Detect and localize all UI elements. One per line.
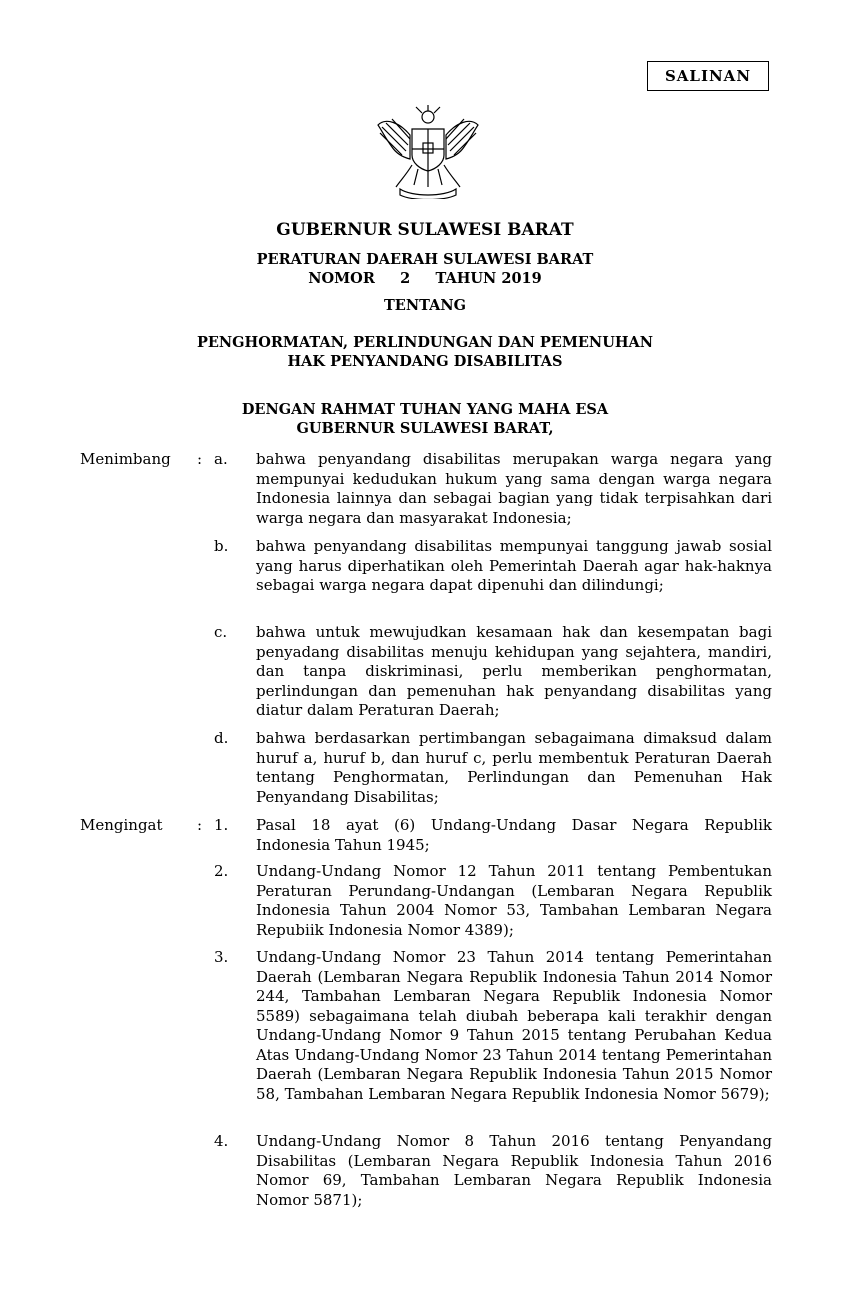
menimbang-label: Menimbang	[80, 450, 171, 468]
garuda-emblem-icon	[372, 105, 484, 199]
consideration-mark: c.	[214, 623, 228, 641]
legal-basis-mark: 2.	[214, 862, 229, 880]
nomor-label: NOMOR	[308, 270, 375, 287]
invocation-heading	[0, 400, 850, 438]
legal-basis-text: Pasal 18 ayat (6) Undang-Undang Dasar Negara Republik Indonesia Tahun 1945;	[256, 816, 772, 854]
nomor-value: 2	[400, 270, 411, 287]
consideration-text: bahwa penyandang disabilitas mempunyai tanggung jawab sosial yang harus diperhatikan oleh Pemerintah Daerah agar hak-haknya sebagai warga negara dapat dipenuhi dan dilindungi;	[256, 537, 772, 594]
consideration-mark: d.	[214, 729, 229, 747]
consideration-mark: a.	[214, 450, 228, 468]
legal-basis-text: Undang-Undang Nomor 23 Tahun 2014 tentang Pemerintahan Daerah (Lembaran Negara Republik Indonesia Tahun 2014 Nomor 244, Tambahan Lembaran Negara Republik Indonesia Nomor 5589) sebagaimana telah diubah beberapa kali terakhir dengan Undang-Undang Nomor 9 Tahun 2015 tentang Perubahan Kedua Atas Undang-Undang Nomor 23 Tahun 2014 tentang Pemerintahan Daerah (Lembaran Negara Republik Indonesia Tahun 2015 Nomor 58, Tambahan Lembaran Negara Republik Indonesia Nomor 5679);	[256, 948, 772, 1103]
regulation-number-line	[0, 269, 850, 288]
regulation-heading	[0, 250, 850, 288]
mengingat-label: Mengingat	[80, 816, 163, 834]
consideration-text: bahwa penyandang disabilitas merupakan warga negara yang mempunyai kedudukan hukum yang sama dengan warga negara Indonesia lainnya dan sebagai bagian yang tidak terpisahkan dari warga negara dan masyarakat Indonesia;	[256, 450, 772, 527]
consideration-mark: b.	[214, 537, 229, 555]
legal-basis-text: Undang-Undang Nomor 12 Tahun 2011 tentang Pembentukan Peraturan Perundang-Undangan (Lembaran Negara Republik Indonesia Tahun 2004 Nomor 53, Tambahan Lembaran Negara Repubiik Indonesia Nomor 4389);	[256, 862, 772, 939]
legal-basis-mark: 1.	[214, 816, 229, 834]
subject-heading	[0, 333, 850, 371]
invocation-line-2: GUBERNUR SULAWESI BARAT,	[296, 420, 554, 437]
mengingat-colon: :	[197, 816, 203, 834]
salinan-stamp: SALINAN	[647, 61, 769, 91]
subject-line-2: HAK PENYANDANG DISABILITAS	[287, 353, 563, 370]
legal-basis-mark: 4.	[214, 1132, 229, 1150]
consideration-text: bahwa berdasarkan pertimbangan sebagaimana dimaksud dalam huruf a, huruf b, dan huruf c, perlu membentuk Peraturan Daerah tentang Penghormatan, Perlindungan dan Pemenuhan Hak Penyandang Disabilitas;	[256, 729, 772, 806]
menimbang-colon: :	[197, 450, 203, 468]
tentang-heading: TENTANG	[384, 297, 466, 314]
legal-basis-mark: 3.	[214, 948, 229, 966]
subject-line-1: PENGHORMATAN, PERLINDUNGAN DAN PEMENUHAN	[196, 334, 654, 351]
consideration-text: bahwa untuk mewujudkan kesamaan hak dan kesempatan bagi penyadang disabilitas menuju kehidupan yang sejahtera, mandiri, dan tanpa diskriminasi, perlu memberikan penghormatan, perlindungan dan pemenuhan hak penyandang disabilitas yang diatur dalam Peraturan Daerah;	[256, 623, 772, 719]
regulation-title: PERATURAN DAERAH SULAWESI BARAT	[256, 251, 594, 268]
tahun-label: TAHUN 2019	[435, 270, 542, 287]
governor-title: GUBERNUR SULAWESI BARAT	[276, 220, 574, 240]
invocation-line-1: DENGAN RAHMAT TUHAN YANG MAHA ESA	[241, 401, 609, 418]
legal-basis-text: Undang-Undang Nomor 8 Tahun 2016 tentang Penyandang Disabilitas (Lembaran Negara Republik Indonesia Tahun 2016 Nomor 69, Tambahan Lembaran Negara Republik Indonesia Nomor 5871);	[256, 1132, 772, 1209]
